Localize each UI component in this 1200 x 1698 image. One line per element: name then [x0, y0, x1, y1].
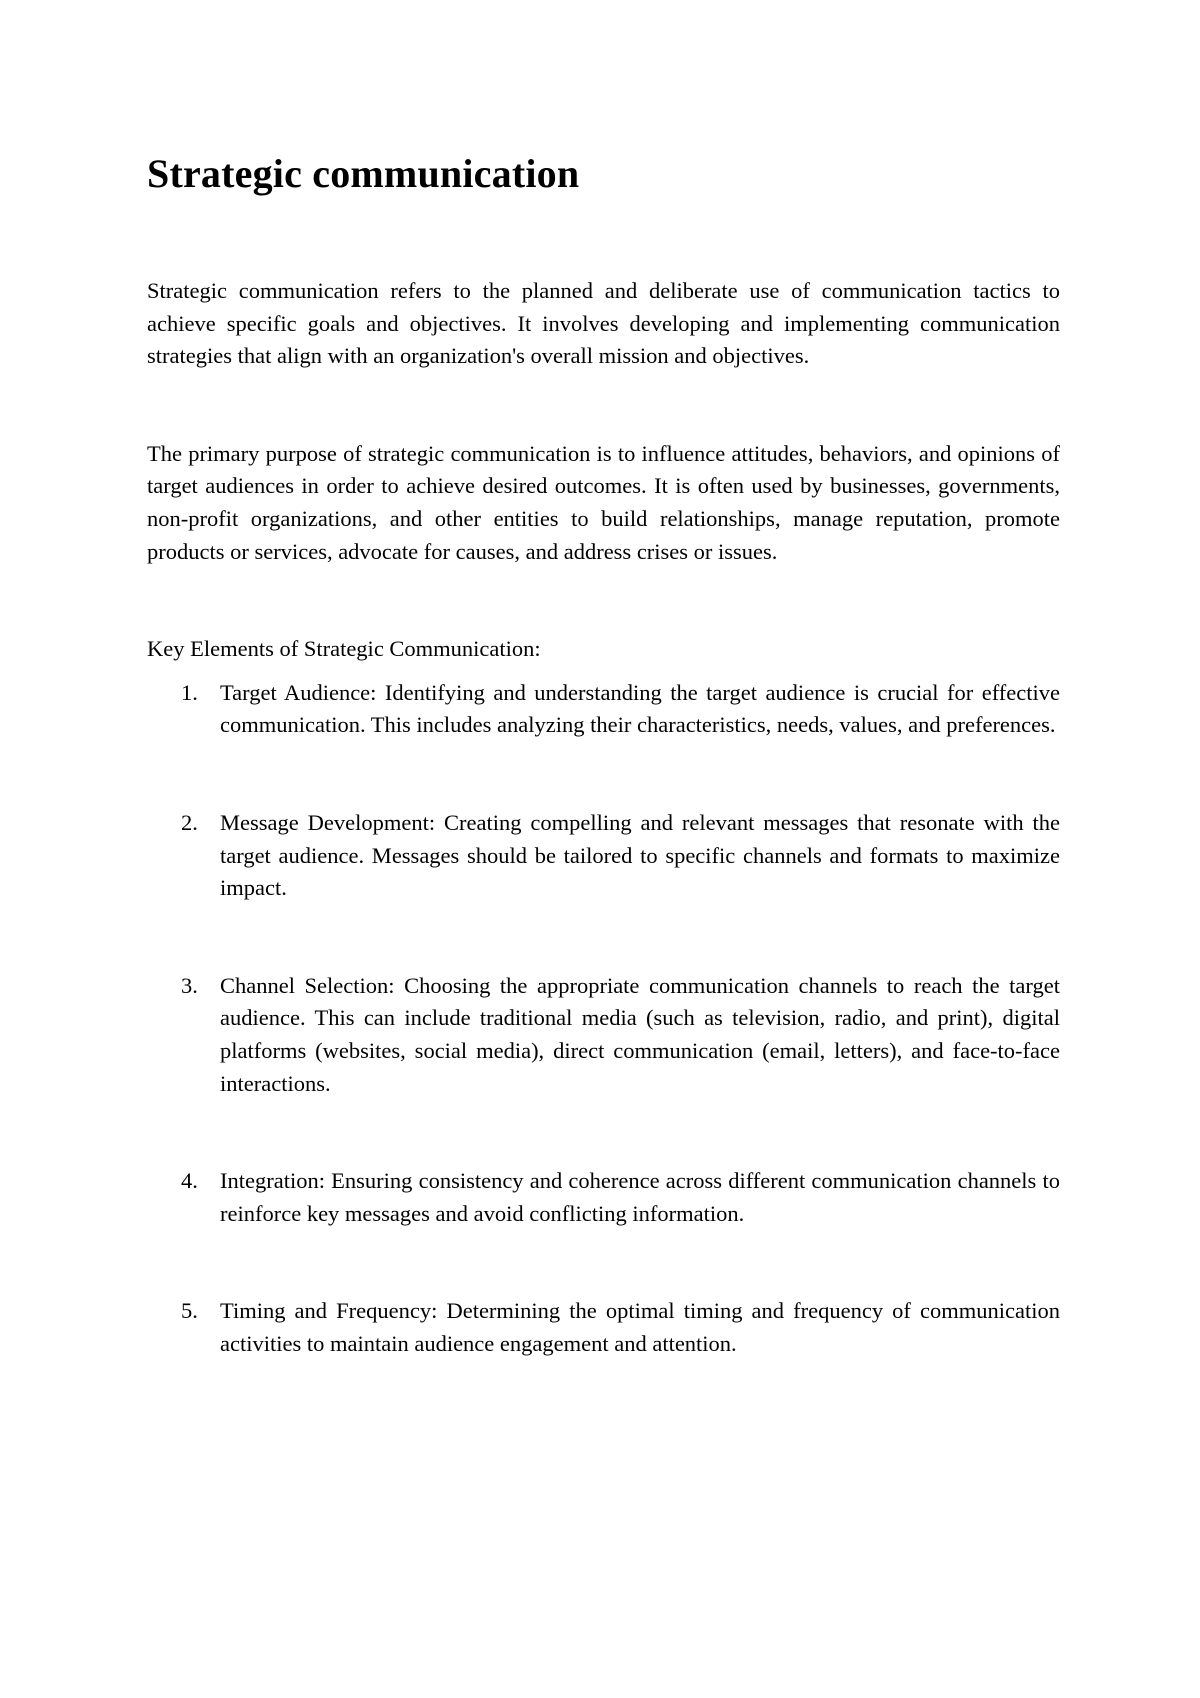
list-item-number: 1.	[181, 679, 198, 705]
list-item-text: Integration: Ensuring consistency and coherence across different communication channels to reinforce key messages and avoid conflicting information.	[220, 1168, 1060, 1226]
list-item-text: Timing and Frequency: Determining the optimal timing and frequency of communication activities to maintain audience engagement and attention.	[220, 1298, 1060, 1356]
list-item-number: 5.	[181, 1298, 198, 1324]
list-item	[147, 1165, 1060, 1230]
list-item-text: Target Audience: Identifying and understanding the target audience is crucial for effective communication. This includes analyzing their characteristics, needs, values, and preferences.	[220, 679, 1060, 738]
document-title: Strategic communication	[147, 151, 580, 196]
list-item	[147, 677, 1060, 742]
list-item-text: Message Development: Creating compelling and relevant messages that resonate with the target audience. Messages should be tailored to specific channels and formats to maximize impact.	[220, 809, 1060, 901]
list-item	[147, 807, 1060, 905]
list-item-number: 3.	[181, 972, 198, 998]
list-heading: Key Elements of Strategic Communication:	[147, 636, 541, 662]
key-elements-list	[147, 677, 1060, 1361]
purpose-paragraph: The primary purpose of strategic communication is to influence attitudes, behaviors, and opinions of target audiences in order to achieve desired outcomes. It is often used by businesses, governments, non-profit organizations, and other entities to build relationships, manage reputation, promote products or services, advocate for causes, and address crises or issues.	[147, 440, 1060, 564]
list-item-number: 2.	[181, 809, 198, 835]
list-item-number: 4.	[181, 1168, 198, 1194]
list-item	[147, 1295, 1060, 1360]
document-page	[147, 150, 1060, 1360]
list-item	[147, 970, 1060, 1100]
intro-paragraph: Strategic communication refers to the planned and deliberate use of communication tactics to achieve specific goals and objectives. It involves developing and implementing communication strategies that align with an organization's overall mission and objectives.	[147, 278, 1060, 369]
list-item-text: Channel Selection: Choosing the appropriate communication channels to reach the target audience. This can include traditional media (such as television, radio, and print), digital platforms (websites, social media), direct communication (email, letters), and face-to-face interactions.	[220, 972, 1060, 1096]
